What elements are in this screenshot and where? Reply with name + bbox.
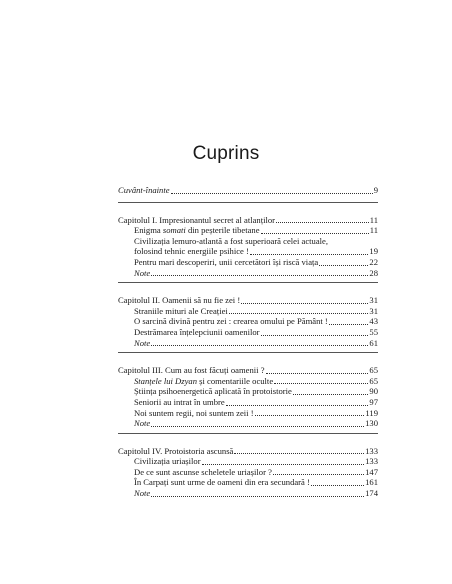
table-of-contents [118,185,378,499]
toc-entry[interactable] [118,408,378,419]
toc-entry-text: Pentru mari descoperiri, unii cercetători își riscă viața [134,256,319,267]
dot-leader [151,496,364,497]
toc-entry-text: De ce sunt ascunse scheletele uriașilor ? [134,466,272,477]
toc-entry-text: Enigma somati din peșterile tibetane [134,225,260,236]
toc-entry-text: Noi suntem regii, noi suntem zeii ! [134,407,254,418]
toc-page-number: 133 [365,445,378,456]
dot-leader [202,464,365,465]
dot-leader [234,453,364,454]
separator [118,352,378,365]
toc-chapter-title: Capitolul III. Cum au fost făcuți oamenii ? [118,365,265,376]
dot-leader [319,265,368,266]
toc-page-number: 31 [369,305,378,316]
toc-page-number: 147 [365,466,378,477]
toc-entry-line[interactable]: Civilizația lemuro-atlantă a fost superioară celei actuale, [134,235,328,246]
toc-entry[interactable] [118,306,378,317]
dot-leader [261,335,369,336]
dot-leader [151,426,364,427]
toc-entry-text: Civilizația uriașilor [134,456,201,467]
toc-entry[interactable] [118,456,378,467]
toc-page-number: 43 [369,316,378,327]
toc-entry[interactable] [118,467,378,478]
toc-page-number: 22 [369,256,378,267]
page-title: Cuprins [192,143,260,164]
toc-entry-notes[interactable] [118,268,378,279]
toc-entry-foreword[interactable] [118,185,378,196]
toc-entry-text: Note [134,418,151,429]
toc-entry-text: folosind tehnic energiile psihice ! [134,246,249,257]
dot-leader [261,233,369,234]
dot-leader [229,313,369,314]
toc-page-number: 130 [365,418,378,429]
toc-page-number: 161 [365,477,378,488]
toc-chapter-4[interactable] [118,446,378,457]
dot-leader [151,275,368,276]
toc-entry[interactable] [118,327,378,338]
toc-entry-text: Știința psihoenergetică aplicată în protoistorie [134,386,292,397]
dot-leader [266,373,369,374]
toc-entry-text: În Carpați sunt urme de oameni din era secundară ! [134,477,310,488]
separator [118,202,378,215]
dot-leader [226,405,369,406]
toc-page-number: 55 [369,326,378,337]
toc-page-number: 65 [369,365,378,376]
dot-leader [311,485,364,486]
toc-entry-notes[interactable] [118,418,378,429]
toc-entry-text: Straniile mituri ale Creației [134,305,228,316]
toc-chapter-3[interactable] [118,365,378,376]
dot-leader [255,415,365,416]
toc-chapter-1[interactable] [118,215,378,226]
dot-leader [293,394,369,395]
toc-entry[interactable] [118,386,378,397]
toc-entry[interactable] [118,225,378,236]
toc-chapter-title: Capitolul I. Impresionantul secret al atlanților [118,214,276,225]
toc-entry-text: Note [134,488,151,499]
toc-chapter-2[interactable] [118,295,378,306]
toc-entry-text: Note [134,337,151,348]
toc-page-number: 65 [369,375,378,386]
toc-entry-text: Cuvânt-înainte [118,185,170,195]
toc-entry-text: Destrămarea înțelepciunii oamenilor [134,326,260,337]
dot-leader [241,303,368,304]
toc-entry-notes[interactable] [118,488,378,499]
dot-leader [274,383,368,384]
toc-entry-text: Stanțele lui Dzyan și comentariile oculte [134,375,274,386]
toc-page-number: 11 [369,214,378,225]
toc-entry-text: O sarcină divină pentru zei : crearea omului pe Pământ ! [134,316,328,327]
toc-chapter-title: Capitolul II. Oamenii să nu fie zei ! [118,295,241,306]
toc-chapter-title: Capitolul IV. Protoistoria ascunsă [118,445,234,456]
toc-entry[interactable] [118,376,378,387]
toc-entry[interactable] [118,477,378,488]
dot-leader [151,345,368,346]
toc-page-number: 19 [369,246,378,257]
toc-page-number: 97 [369,396,378,407]
toc-page-number: 133 [365,456,378,467]
dot-leader [171,193,373,194]
toc-page-number: 90 [369,386,378,397]
separator [118,433,378,446]
dot-leader [276,222,369,223]
toc-page-number: 11 [369,225,378,236]
toc-page-number: 28 [369,267,378,278]
toc-page-number: 31 [369,295,378,306]
dot-leader [273,474,364,475]
toc-page-number: 61 [369,337,378,348]
toc-page-number: 174 [365,488,378,499]
separator [118,282,378,295]
toc-entry[interactable] [118,257,378,268]
toc-entry[interactable] [118,316,378,327]
toc-entry[interactable] [118,246,378,257]
toc-entry-text: Seniorii au intrat în umbre [134,396,225,407]
toc-entry[interactable] [118,397,378,408]
dot-leader [250,254,369,255]
toc-page-number: 9 [373,185,378,195]
toc-entry-notes[interactable] [118,338,378,349]
toc-page-number: 119 [365,407,378,418]
dot-leader [329,324,369,325]
toc-entry-text: Note [134,267,151,278]
